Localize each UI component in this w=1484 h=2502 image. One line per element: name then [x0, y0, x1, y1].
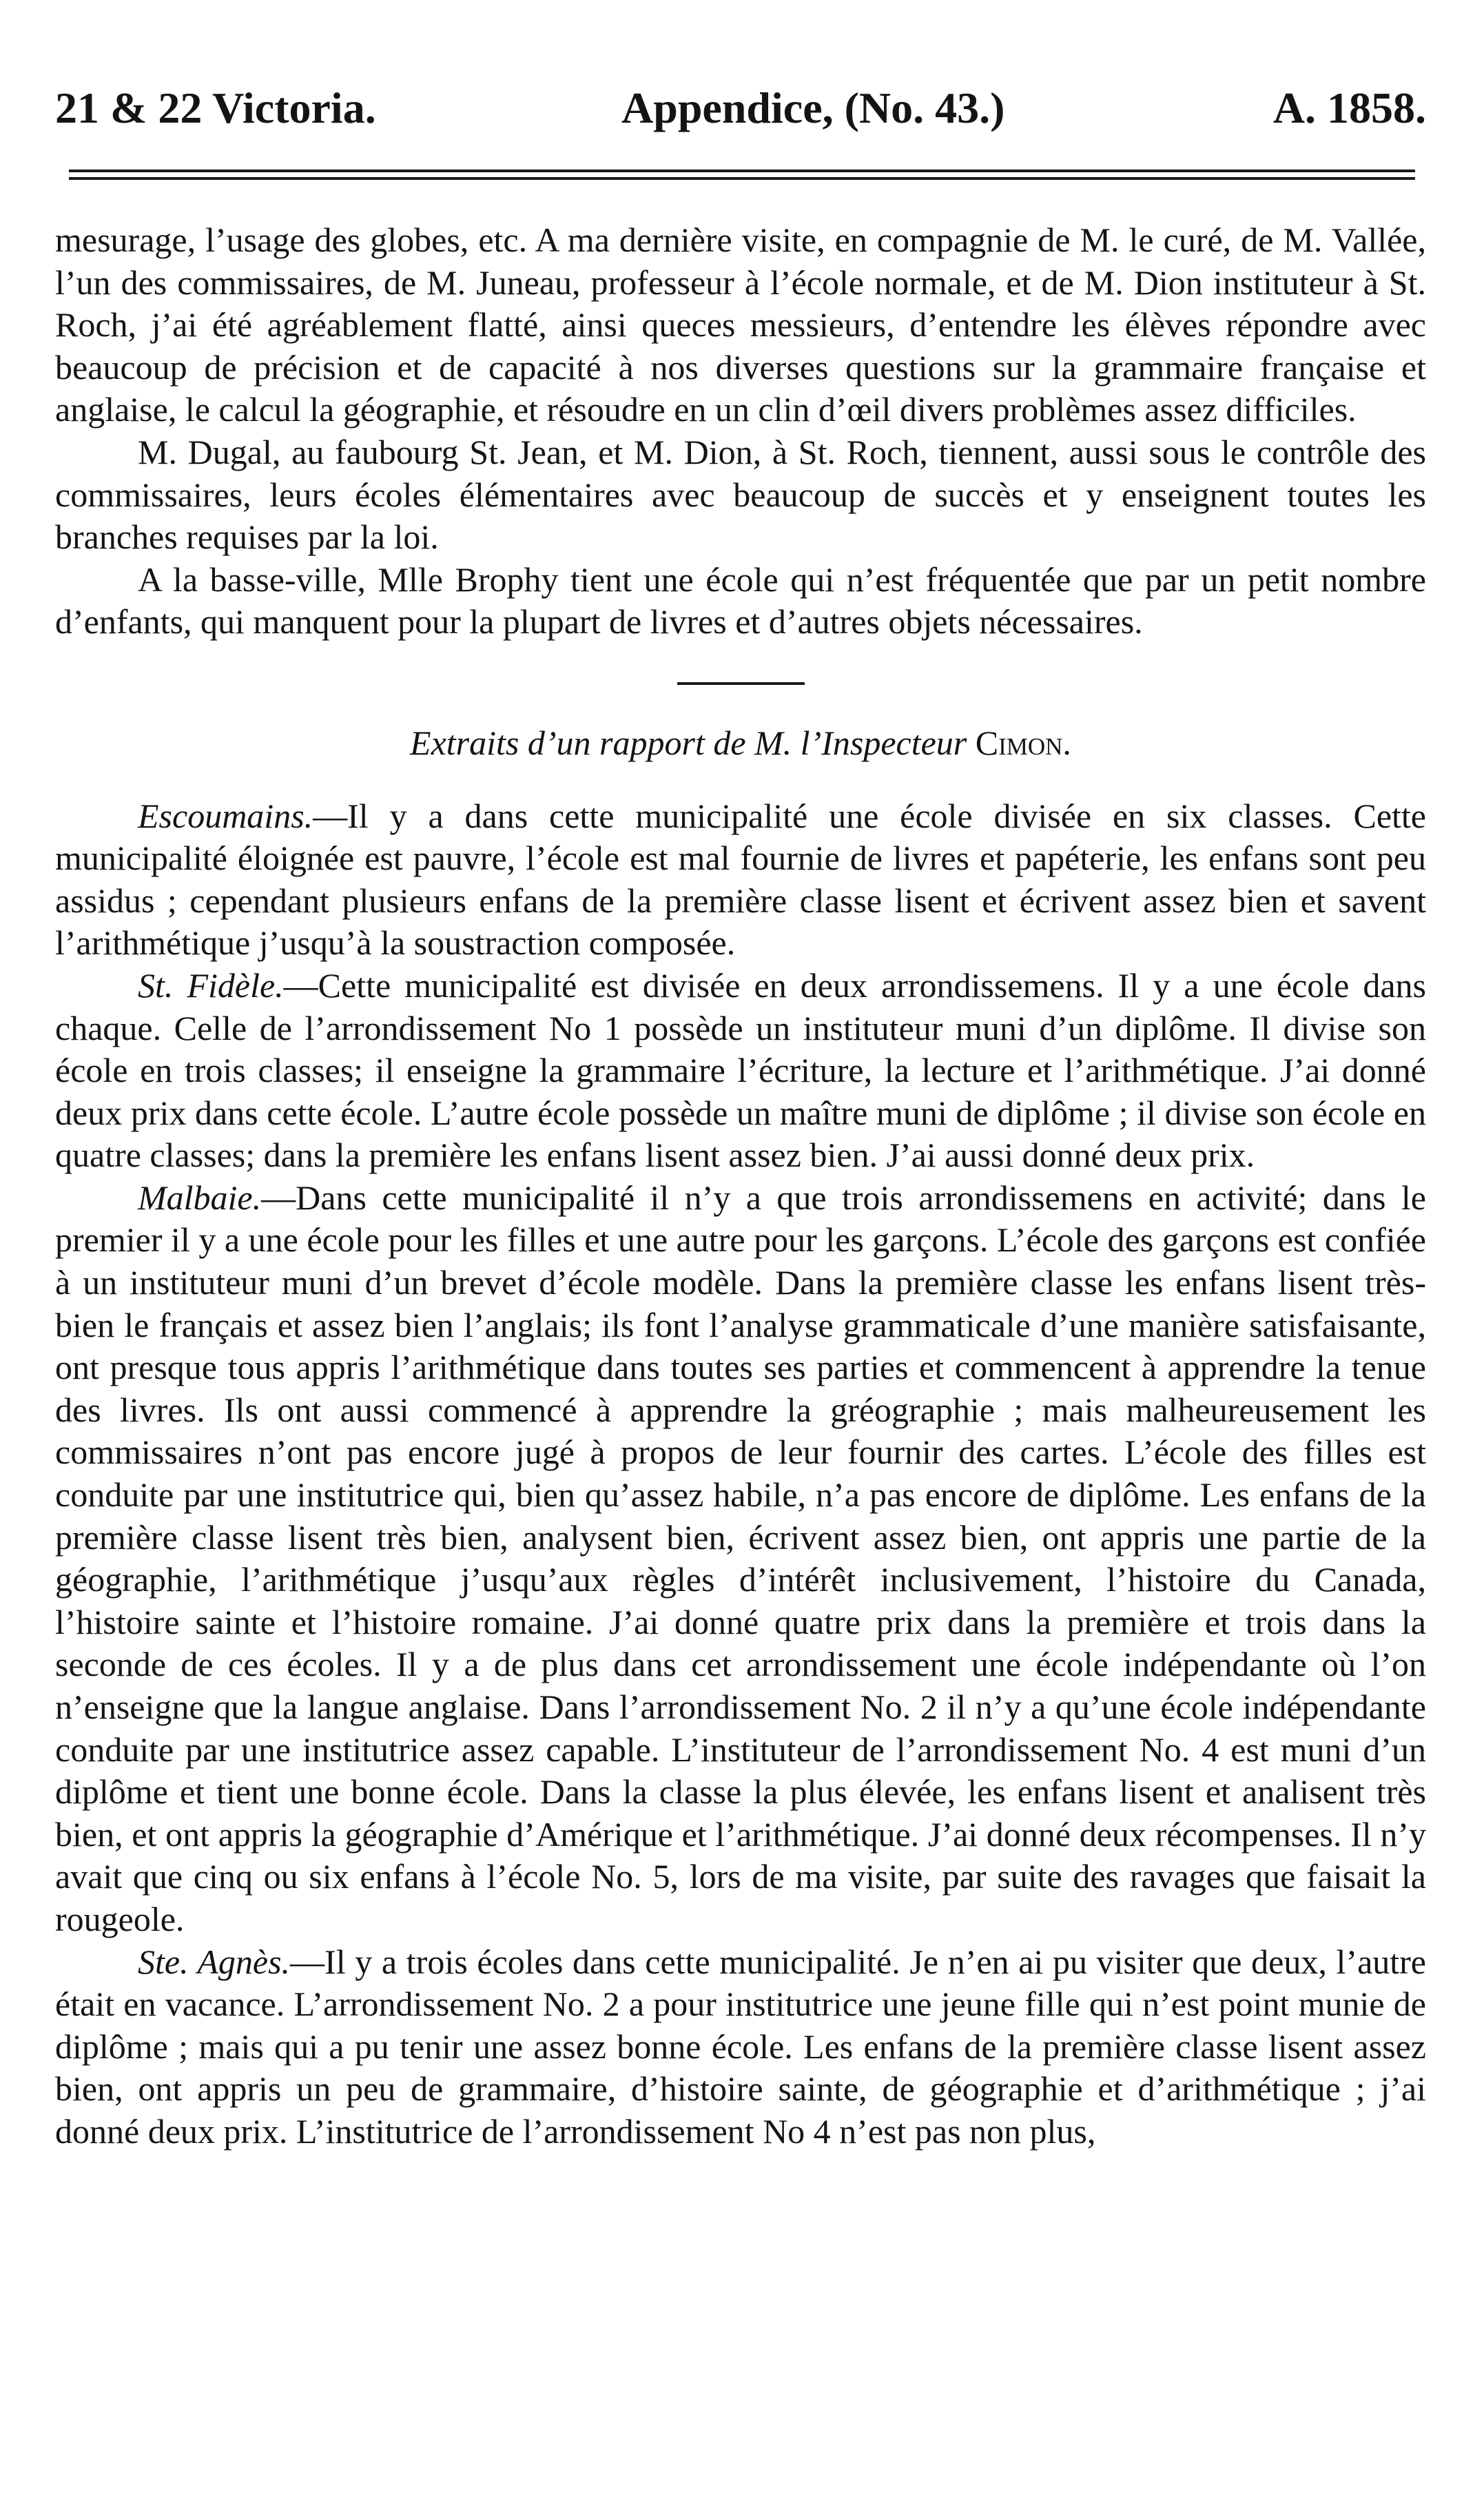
paragraph-st-fidele — [55, 965, 1426, 1177]
section-heading-italic: Extraits d’un rapport de M. l’Inspecteur — [410, 723, 967, 762]
running-header — [55, 77, 1426, 139]
paragraph-escoumains — [55, 795, 1426, 965]
paragraph-text: —Il y a trois écoles dans cette municipalité. Je n’en ai pu visiter que deux, l’autre était en vacance. L’arrondissement No. 2 a pour institutrice une jeune fille qui n’est point munie de diplôme ; mais qui a pu tenir une assez bonne école. Les enfans de la première classe lisent assez bien, ont appris un peu de grammaire, d’histoire sainte, de géographie et d’arithmétique ; j’ai donné deux prix. L’institutrice de l’arrondissement No 4 n’est pas non plus, — [55, 1942, 1426, 2151]
header-year: A. 1858. — [1272, 83, 1426, 132]
paragraph-text: —Dans cette municipalité il n’y a que trois arrondissemens en activité; dans le premier il y a une école pour les filles et une autre pour les garçons. L’école des garçons est confiée à un instituteur muni d’un brevet d’école modèle. Dans la première classe les enfans lisent très-bien le français et assez bien l’anglais; ils font l’analyse grammaticale d’une manière satisfaisante, ont presque tous appris l’arithmétique dans toutes ses parties et commencent à apprendre la tenue des livres. Ils ont aussi commencé à apprendre la gréographie ; mais malheureusement les commissaires n’ont pas encore jugé à propos de leur fournir des cartes. L’école des filles est conduite par une institutrice qui, bien qu’assez habile, n’a pas encore de diplôme. Les enfans de la première classe lisent très bien, analysent bien, écrivent assez bien, ont appris une partie de la géographie, l’arithmétique j’usqu’aux règles d’intérêt inclusivement, l’histoire du Canada, l’histoire sainte et l’histoire romaine. J’ai donné quatre prix dans la première et trois dans la seconde de ces écoles. Il y a de plus dans cet arrondissement une école indépendante où l’on n’enseigne que la langue anglaise. Dans l’arrondissement No. 2 il n’y a qu’une école indépendante conduite par une institutrice assez capable. L’instituteur de l’arrondissement No. 4 est muni d’un diplôme et tient une bonne école. Dans la classe la plus élevée, les enfans lisent et analisent très bien, et ont appris la géographie d’Amérique et l’arithmétique. J’ai donné deux récompenses. Il n’y avait que cinq ou six enfans à l’école No. 5, lors de ma visite, par suite des ravages que faisait la rougeole. — [55, 1178, 1426, 1938]
paragraph-ste-agnes — [55, 1941, 1426, 2153]
place-name: St. Fidèle. — [138, 965, 284, 1005]
page-body — [55, 219, 1426, 2153]
paragraph-continued: mesurage, l’usage des globes, etc. A ma dernière visite, en compagnie de M. le curé, de M. Vallée, l’un des commissaires, de M. Juneau, professeur à l’école normale, et de M. Dion instituteur à St. Roch, j’ai été agréablement flatté, ainsi queces messieurs, d’entendre les élèves répondre avec beaucoup de précision et de capacité à nos diverses questions sur la grammaire française et anglaise, le calcul la géographie, et résoudre en un clin d’œil divers problèmes assez difficiles. — [55, 221, 1426, 429]
paragraph-dugal-dion: M. Dugal, au faubourg St. Jean, et M. Dion, à St. Roch, tiennent, aussi sous le contrôle des commissaires, leurs écoles élémentaires avec beaucoup de succès et y enseignent toutes les branches requises par la loi. — [55, 432, 1426, 557]
header-appendix: Appendice, (No. 43.) — [621, 83, 1005, 132]
place-name: Malbaie. — [138, 1178, 262, 1217]
section-divider — [677, 682, 805, 685]
header-session: 21 & 22 Victoria. — [55, 83, 376, 132]
paragraph-basse-ville: A la basse-ville, Mlle Brophy tient une école qui n’est fréquentée que par un petit nombre d’enfants, qui manquent pour la plupart de livres et d’autres objets nécessaires. — [55, 560, 1426, 642]
section-heading — [55, 722, 1426, 765]
paragraph-malbaie — [55, 1177, 1426, 1941]
paragraph-text: —Il y a dans cette municipalité une école divisée en six classes. Cette municipalité éloignée est pauvre, l’école est mal fournie de livres et papéterie, les enfans sont peu assidus ; cependant plusieurs enfans de la première classe lisent et écrivent assez bien et savent l’arithmétique j’usqu’à la soustraction composée. — [55, 796, 1426, 963]
place-name: Escoumains. — [138, 796, 313, 835]
header-rule-top — [69, 170, 1415, 172]
place-name: Ste. Agnès. — [138, 1942, 291, 1981]
section-heading-name: Cimon. — [975, 723, 1071, 762]
header-rule-bottom — [69, 177, 1415, 180]
paragraph-text: —Cette municipalité est divisée en deux arrondissemens. Il y a une école dans chaque. Celle de l’arrondissement No 1 possède un instituteur muni d’un diplôme. Il divise son école en trois classes; il enseigne la grammaire l’écriture, la lecture et l’arithmétique. J’ai donné deux prix dans cette école. L’autre école possède un maître muni de diplôme ; il divise son école en quatre classes; dans la première les enfans lisent assez bien. J’ai aussi donné deux prix. — [55, 965, 1426, 1175]
